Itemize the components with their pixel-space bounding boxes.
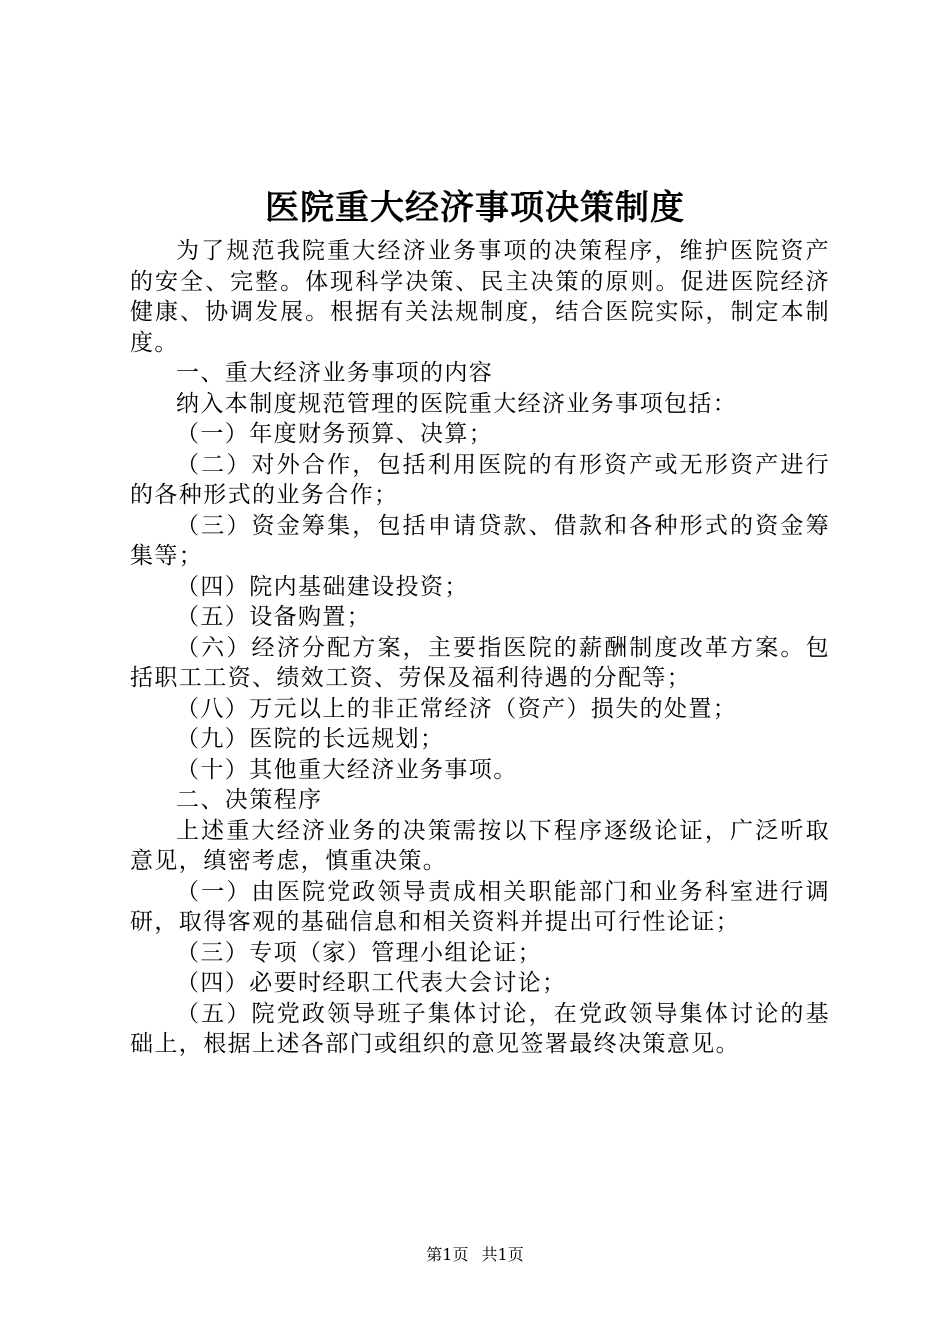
list-item: （五）设备购置； bbox=[176, 604, 372, 630]
page-number: 第1页 bbox=[426, 1245, 469, 1264]
section-heading-content: 一、重大经济业务事项的内容 bbox=[176, 360, 494, 386]
list-item: （三）资金筹集，包括申请贷款、借款和各种形式的资金筹集等； bbox=[130, 512, 830, 569]
list-item: （四）院内基础建设投资； bbox=[176, 573, 469, 600]
list-item: （二）对外合作，包括利用医院的有形资产或无形资产进行的各种形式的业务合作； bbox=[130, 451, 830, 508]
paragraph-intro: 为了规范我院重大经济业务事项的决策程序，维护医院资产的安全、完整。体现科学决策、民主决策的原则。促进医院经济健康、协调发展。根据有关法规制度，结合医院实际，制定本制度。 bbox=[130, 238, 830, 356]
list-item: （十）其他重大经济业务事项。 bbox=[176, 756, 518, 783]
list-item: （六）经济分配方案，主要指医院的薪酬制度改革方案。包括职工工资、绩效工资、劳保及福利待遇的分配等； bbox=[130, 634, 830, 691]
list-item: （三）专项（家）管理小组论证； bbox=[176, 939, 542, 966]
list-item: （八）万元以上的非正常经济（资产）损失的处置； bbox=[176, 695, 738, 722]
list-item: （一）由医院党政领导责成相关职能部门和业务科室进行调研，取得客观的基础信息和相关资料并提出可行性论证； bbox=[130, 878, 830, 935]
document-title: 医院重大经济事项决策制度 bbox=[265, 188, 685, 228]
page-total: 共1页 bbox=[481, 1245, 524, 1264]
page-footer bbox=[0, 1245, 950, 1265]
list-item: （一）年度财务预算、决算； bbox=[176, 421, 494, 447]
paragraph-procedure-intro: 上述重大经济业务的决策需按以下程序逐级论证，广泛听取意见，缜密考虑，慎重决策。 bbox=[130, 817, 830, 874]
list-item: （四）必要时经职工代表大会讨论； bbox=[176, 970, 567, 996]
document-body bbox=[130, 236, 830, 1060]
section-heading-procedure: 二、决策程序 bbox=[176, 787, 323, 813]
list-item: （五）院党政领导班子集体讨论，在党政领导集体讨论的基础上，根据上述各部门或组织的意见签署最终决策意见。 bbox=[130, 1000, 830, 1057]
paragraph-scope: 纳入本制度规范管理的医院重大经济业务事项包括： bbox=[176, 390, 738, 417]
list-item: （九）医院的长远规划； bbox=[176, 726, 445, 752]
